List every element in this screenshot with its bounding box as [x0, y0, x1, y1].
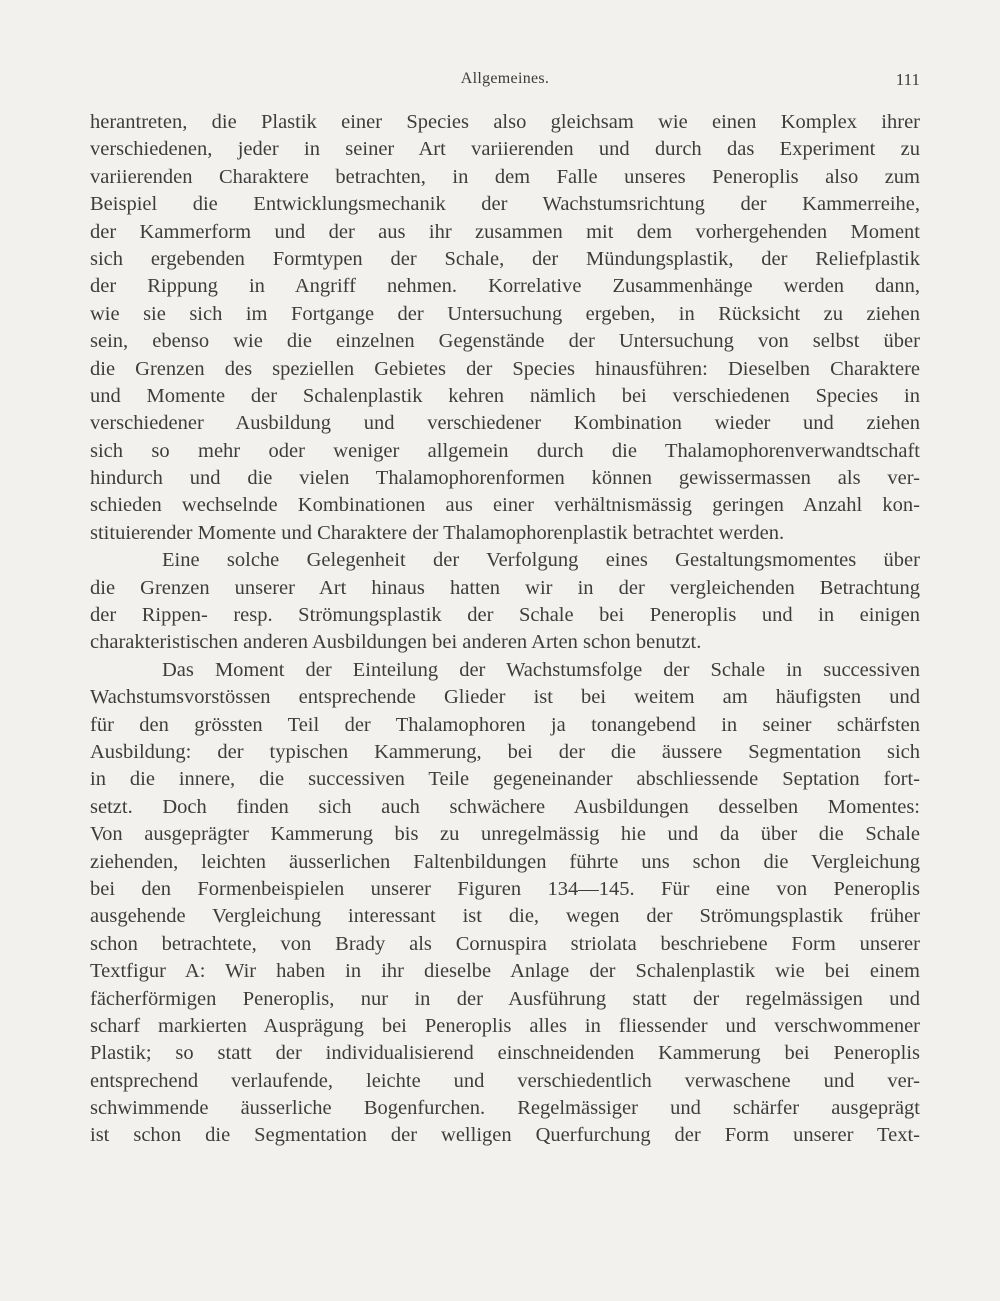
text-line: der Kammerform und der aus ihr zusammen mit dem vorhergehenden Moment — [90, 220, 920, 243]
text-line: Textfigur A: Wir haben in ihr dieselbe Anlage der Schalenplastik wie bei einem — [90, 960, 920, 983]
text-line: variierenden Charaktere betrachten, in dem Falle unseres Peneroplis also zum — [90, 165, 920, 188]
text-line: schwimmende äusserliche Bogenfurchen. Regelmässiger und schärfer ausgeprägt — [90, 1097, 920, 1120]
text-line: charakteristischen anderen Ausbildungen bei anderen Arten schon benutzt. — [90, 631, 702, 654]
text-line: stituierender Momente und Charaktere der Thalamophorenplastik betrachtet werden. — [90, 521, 785, 544]
text-line: verschiedenen, jeder in seiner Art variierenden und durch das Experiment zu — [90, 138, 920, 161]
text-line: Plastik; so statt der individualisierend einschneidenden Kammerung bei Peneroplis — [90, 1042, 920, 1065]
text-line: die Grenzen des speziellen Gebietes der Species hinausführen: Dieselben Charaktere — [90, 357, 920, 380]
text-line: wie sie sich im Fortgange der Untersuchung ergeben, in Rücksicht zu ziehen — [90, 302, 920, 325]
text-line: scharf markierten Ausprägung bei Peneroplis alles in fliessender und verschwommener — [90, 1014, 920, 1037]
text-line: Ausbildung: der typischen Kammerung, bei der die äussere Segmentation sich — [90, 740, 920, 763]
text-line: fächerförmigen Peneroplis, nur in der Ausführung statt der regelmässigen und — [90, 987, 920, 1010]
text-line: schieden wechselnde Kombinationen aus einer verhältnismässig geringen Anzahl kon- — [90, 494, 920, 517]
text-line: Beispiel die Entwicklungsmechanik der Wachstumsrichtung der Kammerreihe, — [90, 193, 920, 216]
text-line: der Rippen- resp. Strömungsplastik der Schale bei Peneroplis und in einigen — [90, 604, 920, 627]
text-line: Von ausgeprägter Kammerung bis zu unregelmässig hie und da über die Schale — [90, 823, 920, 846]
text-line: bei den Formenbeispielen unserer Figuren 134—145. Für eine von Peneroplis — [90, 877, 920, 900]
text-line: verschiedener Ausbildung und verschiedener Kombination wieder und ziehen — [90, 412, 920, 435]
text-line: setzt. Doch finden sich auch schwächere Ausbildungen desselben Momentes: — [90, 795, 920, 818]
text-line: sich ergebenden Formtypen der Schale, der Mündungsplastik, der Reliefplastik — [90, 247, 920, 270]
text-line: Wachstumsvorstössen entsprechende Glieder ist bei weitem am häufigsten und — [90, 686, 920, 709]
text-line: der Rippung in Angriff nehmen. Korrelative Zusammenhänge werden dann, — [90, 275, 920, 298]
text-line: entsprechend verlaufende, leichte und verschiedentlich verwaschene und ver- — [90, 1069, 920, 1092]
running-header — [90, 70, 920, 94]
text-line: für den grössten Teil der Thalamophoren ja tonangebend in seiner schärfsten — [90, 713, 920, 736]
text-line: Eine solche Gelegenheit der Verfolgung eines Gestaltungsmomentes über — [162, 549, 920, 572]
text-line: ziehenden, leichten äusserlichen Faltenbildungen führte uns schon die Vergleichung — [90, 850, 920, 873]
text-line: sich so mehr oder weniger allgemein durch die Thalamophorenverwandtschaft — [90, 439, 920, 462]
text-line: herantreten, die Plastik einer Species also gleichsam wie einen Komplex ihrer — [90, 111, 920, 133]
text-line: in die innere, die successiven Teile gegeneinander abschliessende Septation fort- — [90, 768, 920, 791]
page-number: 111 — [895, 70, 920, 89]
text-line: hindurch und die vielen Thalamophorenformen können gewissermassen als ver- — [90, 467, 920, 490]
body-text — [90, 109, 920, 1150]
text-line: sein, ebenso wie die einzelnen Gegenstände der Untersuchung von selbst über — [90, 330, 920, 353]
text-line: und Momente der Schalenplastik kehren nämlich bei verschiedenen Species in — [90, 384, 920, 407]
running-title: Allgemeines. — [460, 70, 550, 87]
text-line: die Grenzen unserer Art hinaus hatten wir in der vergleichenden Betrachtung — [90, 576, 920, 599]
text-line: ausgehende Vergleichung interessant ist die, wegen der Strömungsplastik früher — [90, 905, 920, 928]
text-line: Das Moment der Einteilung der Wachstumsfolge der Schale in successiven — [162, 658, 920, 681]
text-line: ist schon die Segmentation der welligen Querfurchung der Form unserer Text- — [90, 1124, 920, 1147]
text-line: schon betrachtete, von Brady als Cornuspira striolata beschriebene Form unserer — [90, 932, 920, 955]
